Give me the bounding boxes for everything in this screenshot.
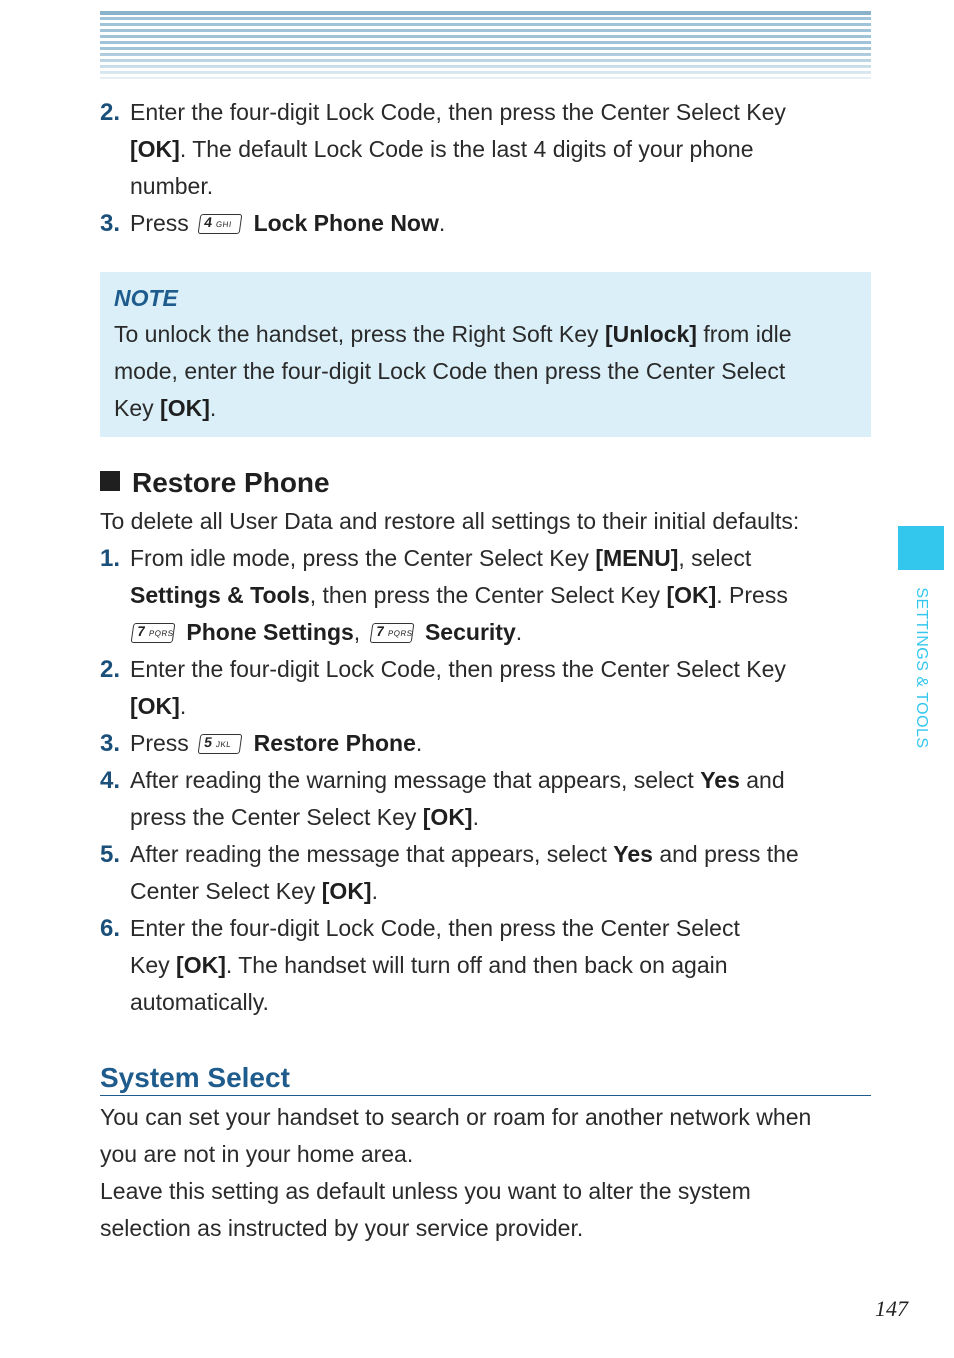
key-7-icon: 7 PQRS	[369, 623, 414, 643]
step-number: 3.	[100, 730, 121, 757]
paragraph-line: Leave this setting as default unless you want to alter the system	[100, 1178, 751, 1204]
page-number: 147	[875, 1296, 908, 1321]
step-number: 3.	[100, 210, 121, 237]
step-text: Enter the four-digit Lock Code, then press the Center Select Key	[130, 99, 786, 125]
step-item: 2. Enter the four-digit Lock Code, then press the Center Select Key [OK]. The default Lock Code is the last 4 digits of your phone number.	[100, 94, 871, 205]
step-number: 2.	[100, 99, 121, 126]
chapter-label: SETTINGS & TOOLS	[913, 587, 930, 749]
step-number: 5.	[100, 841, 121, 868]
lock-steps	[100, 94, 871, 242]
intro-text: To delete all User Data and restore all settings to their initial defaults:	[100, 508, 800, 534]
restore-steps	[100, 503, 871, 1021]
key-4-icon: 4 GHI	[198, 214, 243, 234]
step-item: 5. After reading the message that appears, select Yes and press the Center Select Key [OK].	[100, 836, 871, 910]
chapter-tab	[898, 526, 944, 570]
step-number: 1.	[100, 545, 121, 572]
step-item: 3. Press 4 GHI Lock Phone Now.	[100, 205, 871, 242]
square-bullet-icon	[100, 471, 120, 491]
key-5-icon: 5 JKL	[198, 734, 243, 754]
paragraph-line: selection as instructed by your service provider.	[100, 1215, 584, 1241]
paragraph-line: you are not in your home area.	[100, 1141, 414, 1167]
step-item: 1. From idle mode, press the Center Select Key [MENU], select Settings & Tools, then press the Center Select Key [OK]. Press 7 PQRS Phone Settings, 7 PQRS Security.	[100, 540, 871, 651]
step-number: 6.	[100, 915, 121, 942]
note-title: NOTE	[114, 285, 178, 311]
step-item: 2. Enter the four-digit Lock Code, then press the Center Select Key [OK].	[100, 651, 871, 725]
step-item: 4. After reading the warning message that appears, select Yes and press the Center Select Key [OK].	[100, 762, 871, 836]
header-stripes	[100, 11, 871, 79]
paragraph-line: You can set your handset to search or roam for another network when	[100, 1104, 812, 1130]
section-heading: Restore Phone	[100, 466, 330, 500]
key-7-icon: 7 PQRS	[131, 623, 176, 643]
system-paragraphs	[100, 1099, 871, 1247]
step-item: 3. Press 5 JKL Restore Phone.	[100, 725, 871, 762]
note-box: NOTE To unlock the handset, press the Right Soft Key [Unlock] from idle mode, enter the four-digit Lock Code then press the Center Select Key [OK].	[100, 272, 871, 437]
step-number: 4.	[100, 767, 121, 794]
section-heading: System Select	[100, 1061, 871, 1096]
step-item: 6. Enter the four-digit Lock Code, then press the Center Select Key [OK]. The handset will turn off and then back on again automatically.	[100, 910, 871, 1021]
step-number: 2.	[100, 656, 121, 683]
